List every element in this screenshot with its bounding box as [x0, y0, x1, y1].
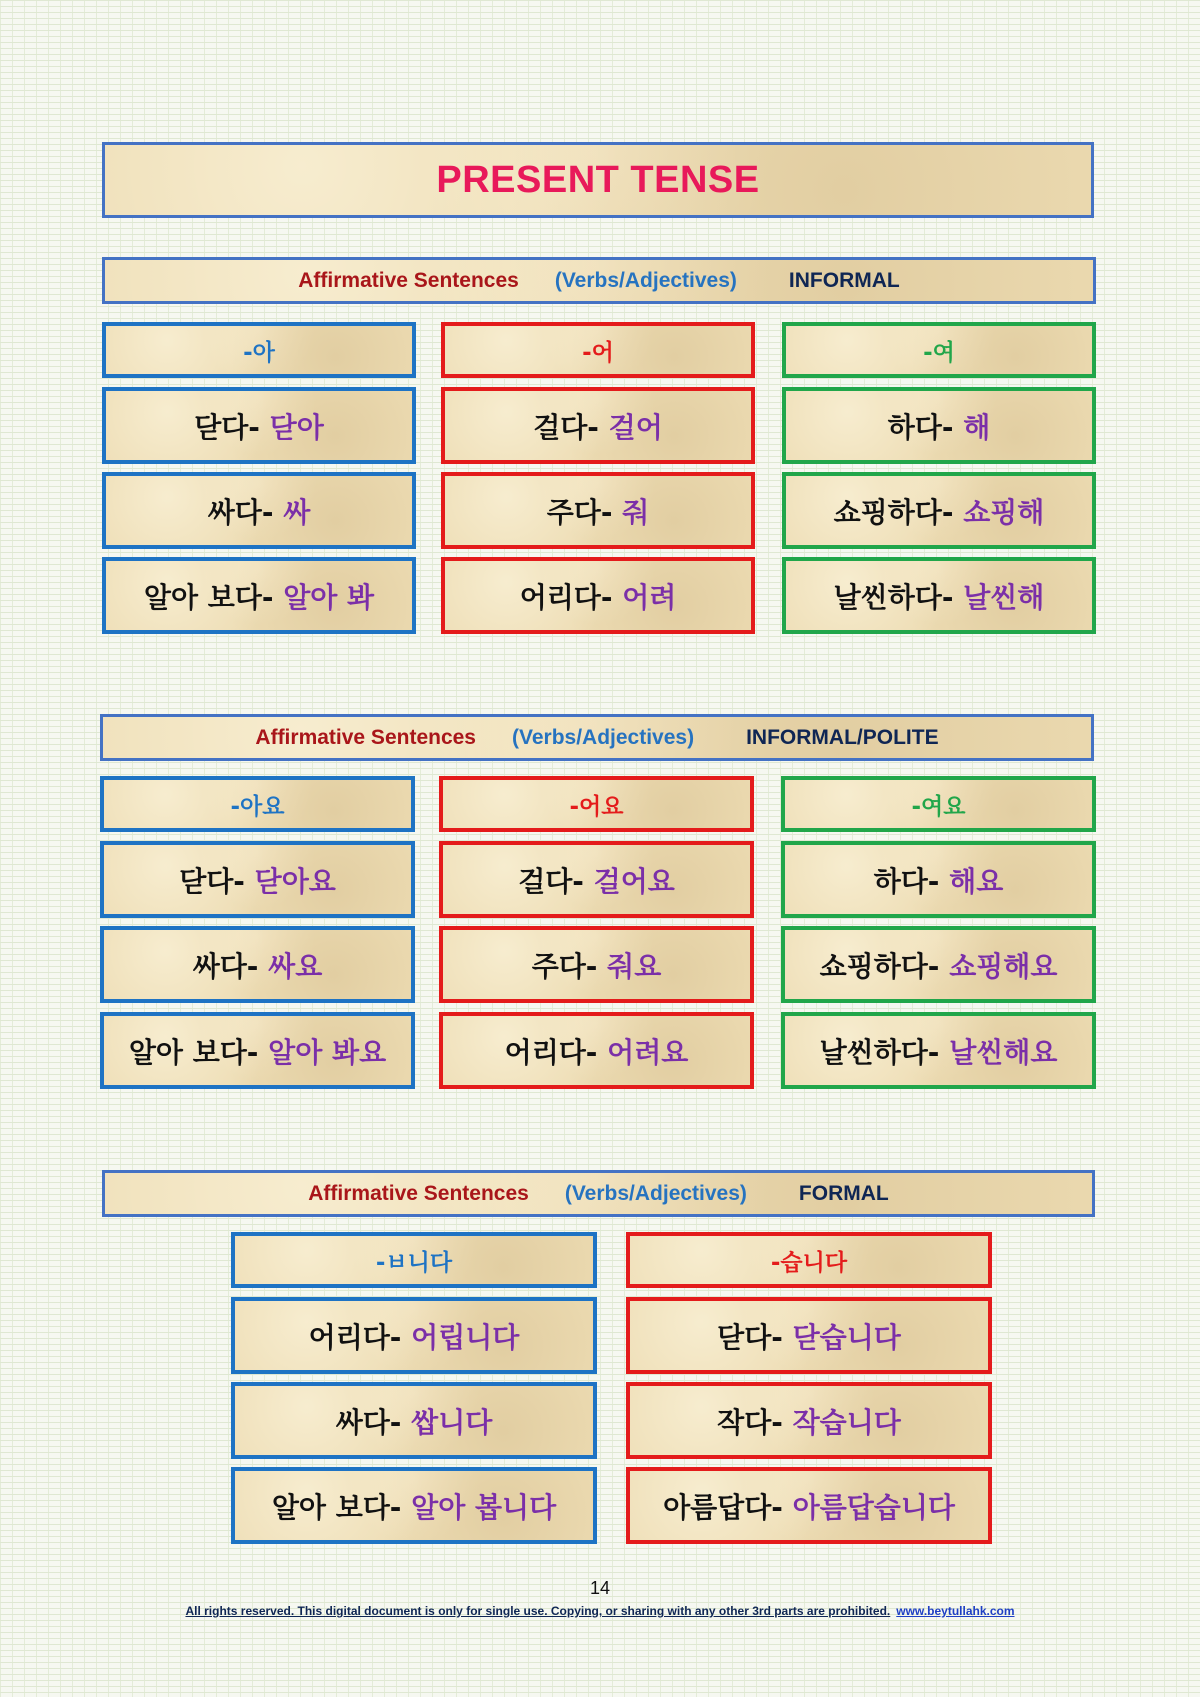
conjugated-form: 날씬해 — [963, 580, 1045, 614]
verb-stem: 닫다- — [179, 864, 245, 898]
column-header-eo: -어 — [441, 322, 755, 378]
conjugated-form: 해 — [963, 410, 991, 444]
verb-stem: 알아 보다- — [271, 1490, 402, 1524]
verbs-adjectives-label: (Verbs/Adjectives) — [564, 1181, 747, 1205]
copyright-notice: All rights reserved. This digital document is only for single use. Copying, or sharing with any other 3rd parts are prohibited. — [185, 1604, 891, 1618]
conjugation-card — [102, 557, 416, 634]
conjugated-form: 닫습니다 — [792, 1320, 901, 1354]
conjugation-card — [782, 387, 1096, 464]
conjugation-card — [100, 841, 415, 918]
verb-stem: 쇼핑하다- — [819, 949, 940, 983]
conjugation-card — [781, 1012, 1096, 1089]
conjugation-card — [781, 841, 1096, 918]
verb-stem: 싸다- — [207, 495, 274, 529]
conjugated-form: 걸어 — [608, 410, 663, 444]
conjugation-card — [441, 472, 755, 549]
verbs-adjectives-label: (Verbs/Adjectives) — [512, 725, 695, 749]
conjugation-card — [439, 926, 754, 1003]
conjugation-card — [100, 1012, 415, 1089]
speech-level-label: FORMAL — [798, 1181, 889, 1205]
affirmative-label: Affirmative Sentences — [308, 1181, 529, 1205]
speech-level-label: INFORMAL/POLITE — [746, 725, 939, 749]
verb-stem: 알아 보다- — [143, 580, 274, 614]
conjugated-form: 어립니다 — [411, 1320, 520, 1354]
verb-stem: 닫다- — [194, 410, 260, 444]
conjugated-form: 싸요 — [268, 949, 323, 983]
conjugation-card — [626, 1382, 992, 1459]
conjugated-form: 줘요 — [607, 949, 662, 983]
conjugation-card — [231, 1467, 597, 1544]
conjugation-card — [439, 841, 754, 918]
verb-stem: 주다- — [546, 495, 613, 529]
verb-stem: 날씬하다- — [833, 580, 954, 614]
verb-stem: 걸다- — [533, 410, 599, 444]
conjugation-card — [441, 557, 755, 634]
conjugation-card — [781, 926, 1096, 1003]
page-number: 14 — [589, 1578, 611, 1598]
verb-stem: 아름답다- — [663, 1490, 783, 1524]
verb-stem: 쇼핑하다- — [833, 495, 954, 529]
conjugated-form: 알아 봐 — [283, 580, 375, 614]
verb-stem: 닫다- — [717, 1320, 783, 1354]
conjugated-form: 쇼핑해 — [963, 495, 1045, 529]
affirmative-label: Affirmative Sentences — [298, 268, 519, 292]
verb-stem: 하다- — [873, 864, 940, 898]
verb-stem: 날씬하다- — [819, 1035, 940, 1069]
conjugation-card — [102, 387, 416, 464]
conjugated-form: 싸 — [283, 495, 311, 529]
conjugation-card — [102, 472, 416, 549]
verbs-adjectives-label: (Verbs/Adjectives) — [554, 268, 737, 292]
conjugated-form: 아름답습니다 — [792, 1490, 955, 1524]
conjugated-form: 줘 — [622, 495, 650, 529]
conjugated-form: 걸어요 — [593, 864, 675, 898]
verb-stem: 걸다- — [518, 864, 584, 898]
conjugated-form: 닫아요 — [254, 864, 336, 898]
verb-stem: 어리다- — [308, 1320, 402, 1354]
conjugated-form: 날씬해요 — [949, 1035, 1058, 1069]
conjugation-card — [439, 1012, 754, 1089]
conjugated-form: 알아 봅니다 — [411, 1490, 557, 1524]
conjugation-card — [626, 1297, 992, 1374]
speech-level-label: INFORMAL — [788, 268, 900, 292]
conjugation-card — [441, 387, 755, 464]
verb-stem: 주다- — [531, 949, 598, 983]
verb-stem: 작다- — [717, 1405, 783, 1439]
conjugation-card — [100, 926, 415, 1003]
page-title-box — [102, 142, 1094, 218]
verb-stem: 싸다- — [335, 1405, 402, 1439]
verb-stem: 하다- — [887, 410, 954, 444]
verb-stem: 어리다- — [519, 580, 613, 614]
affirmative-label: Affirmative Sentences — [255, 725, 476, 749]
section-header-formal — [102, 1170, 1095, 1217]
column-header-a: -아 — [102, 322, 416, 378]
verb-stem: 싸다- — [192, 949, 259, 983]
conjugation-card — [782, 557, 1096, 634]
conjugated-form: 쇼핑해요 — [949, 949, 1058, 983]
conjugated-form: 알아 봐요 — [268, 1035, 387, 1069]
conjugation-card — [782, 472, 1096, 549]
verb-stem: 알아 보다- — [128, 1035, 259, 1069]
conjugated-form: 어려 — [622, 580, 677, 614]
column-header-seumnida: -습니다 — [626, 1232, 992, 1288]
column-header-mnida: -ㅂ니다 — [231, 1232, 597, 1288]
conjugation-card — [626, 1467, 992, 1544]
conjugated-form: 해요 — [949, 864, 1004, 898]
section-header-informal-polite — [100, 714, 1094, 761]
conjugated-form: 어려요 — [607, 1035, 689, 1069]
conjugated-form: 닫아 — [269, 410, 324, 444]
website-link[interactable]: www.beytullahk.com — [896, 1604, 1015, 1618]
section-header-informal — [102, 257, 1096, 304]
conjugated-form: 쌉니다 — [411, 1405, 493, 1439]
page-title: PRESENT TENSE — [436, 158, 760, 201]
verb-stem: 어리다- — [504, 1035, 598, 1069]
conjugation-card — [231, 1382, 597, 1459]
column-header-ayo: -아요 — [100, 776, 415, 832]
footer — [0, 1604, 1200, 1618]
conjugated-form: 작습니다 — [792, 1405, 901, 1439]
column-header-yeo: -여 — [782, 322, 1096, 378]
column-header-yeoyo: -여요 — [781, 776, 1096, 832]
conjugation-card — [231, 1297, 597, 1374]
column-header-eoyo: -어요 — [439, 776, 754, 832]
